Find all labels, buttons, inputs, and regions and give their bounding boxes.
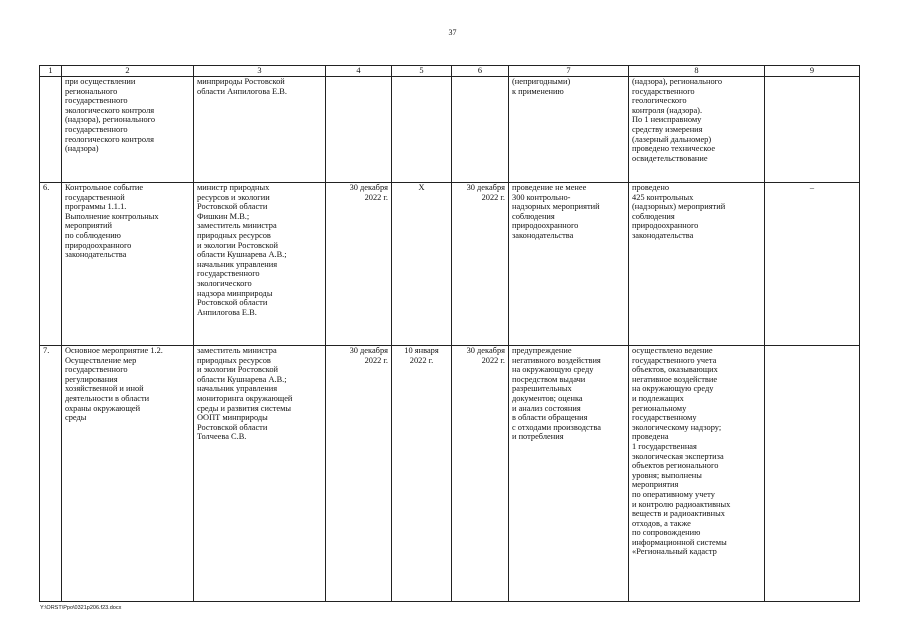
report-table xyxy=(39,65,860,602)
table-row xyxy=(40,77,860,183)
planned-start-date: 30 декабря 2022 г. xyxy=(326,183,392,346)
table-row xyxy=(40,346,860,602)
planned-start-date: 30 декабря 2022 г. xyxy=(326,346,392,602)
column-number-row xyxy=(40,66,860,77)
column-header: 9 xyxy=(765,66,860,77)
expected-result: (непригодными) к применению xyxy=(509,77,629,183)
responsible-person: минприроды Ростовской области Анпилогова Е.В. xyxy=(194,77,326,183)
column-header: 8 xyxy=(629,66,765,77)
column-header: 5 xyxy=(392,66,452,77)
actual-start-date: 10 января 2022 г. xyxy=(392,346,452,602)
notes: – xyxy=(765,183,860,346)
event-name: Контрольное событие государственной программы 1.1.1. Выполнение контрольных мероприятий по соблюдению природоохранного законодательства xyxy=(62,183,194,346)
actual-start-date: Х xyxy=(392,183,452,346)
column-header: 4 xyxy=(326,66,392,77)
actual-result: (надзора), регионального государственного геологического контроля (надзора). По 1 неисправному средству измерения (лазерный дальномер) проведено техническое освидетельствование xyxy=(629,77,765,183)
actual-start-date xyxy=(392,77,452,183)
planned-start-date xyxy=(326,77,392,183)
page-number: 37 xyxy=(448,28,457,37)
column-header: 2 xyxy=(62,66,194,77)
responsible-person: министр природных ресурсов и экологии Ростовской области Фишкин М.В.; заместитель министра природных ресурсов и экологии Ростовской области Кушнарева А.В.; начальник управления государственного экологического надзора минприроды Ростовской области Анпилогова Е.В. xyxy=(194,183,326,346)
column-header: 7 xyxy=(509,66,629,77)
column-header: 6 xyxy=(452,66,509,77)
notes xyxy=(765,77,860,183)
column-header: 1 xyxy=(40,66,62,77)
actual-result: осуществлено ведение государственного учета объектов, оказывающих негативное воздействие на окружающую среду и подлежащих региональному государственному экологическому надзору; проведена 1 государственная экологическая экспертиза объектов регионального уровня; выполнены мероприятия по оперативному учету и контролю радиоактивных веществ и радиоактивных отходов, а также по сопровождению информационной системы «Региональный кадастр xyxy=(629,346,765,602)
row-number: 7. xyxy=(40,346,62,602)
planned-end-date xyxy=(452,77,509,183)
planned-end-date: 30 декабря 2022 г. xyxy=(452,183,509,346)
row-number xyxy=(40,77,62,183)
event-name: при осуществлении регионального государственного экологического контроля (надзора), регионального государственного геологического контроля (надзора) xyxy=(62,77,194,183)
table-row xyxy=(40,183,860,346)
responsible-person: заместитель министра природных ресурсов и экологии Ростовской области Кушнарева А.В.; начальник управления мониторинга окружающей среды и развития системы ООПТ минприроды Ростовской области Толчеева С.В. xyxy=(194,346,326,602)
column-header: 3 xyxy=(194,66,326,77)
expected-result: проведение не менее 300 контрольно- надзорных мероприятий соблюдения природоохранного законодательства xyxy=(509,183,629,346)
expected-result: предупреждение негативного воздействия на окружающую среду посредством выдачи разрешительных документов; оценка и анализ состояния в области обращения с отходами производства и потребления xyxy=(509,346,629,602)
event-name: Основное мероприятие 1.2. Осуществление мер государственного регулирования хозяйственной и иной деятельности в области охраны окружающей среды xyxy=(62,346,194,602)
planned-end-date: 30 декабря 2022 г. xyxy=(452,346,509,602)
row-number: 6. xyxy=(40,183,62,346)
notes xyxy=(765,346,860,602)
actual-result: проведено 425 контрольных (надзорных) мероприятий соблюдения природоохранного законодательства xyxy=(629,183,765,346)
file-path-footer: Y:\ORST\Ppo\0321p206.f23.docx xyxy=(40,605,122,611)
